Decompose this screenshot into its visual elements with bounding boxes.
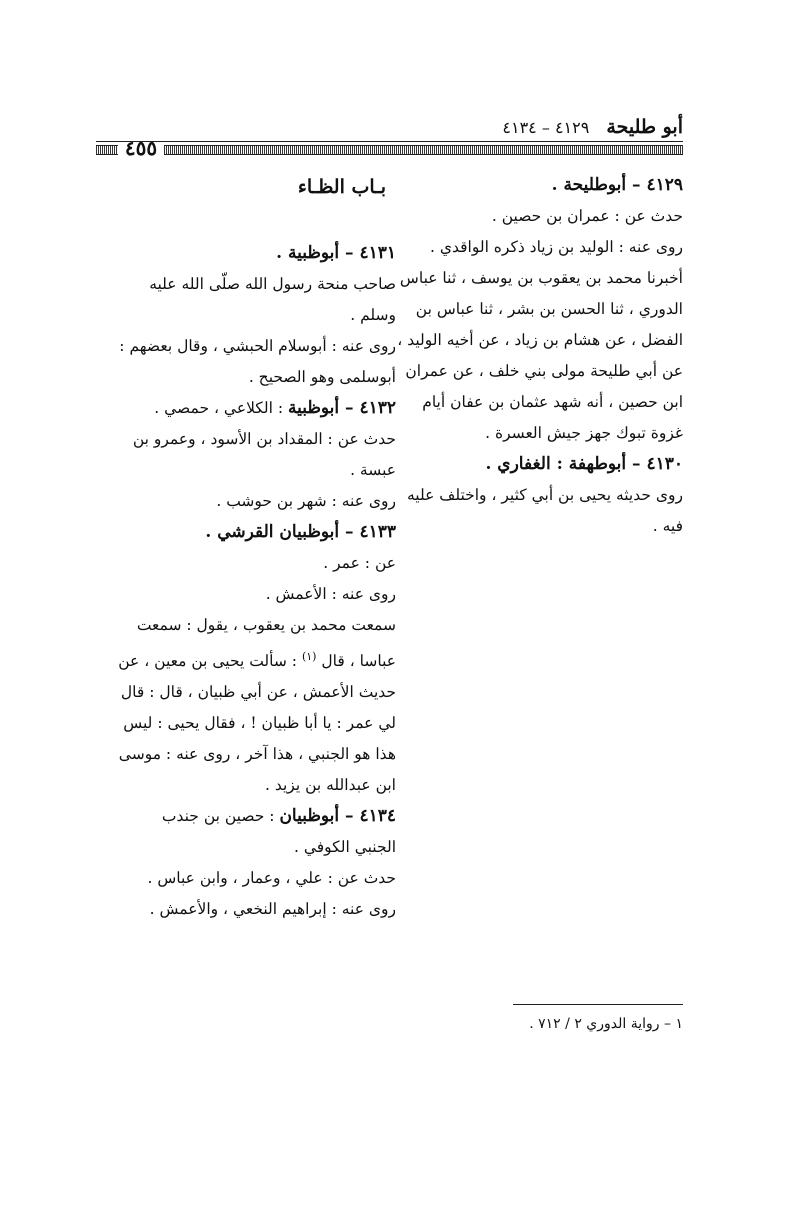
entry-4129-line: الدوري ، ثنا الحسن بن بشر ، ثنا عباس بن <box>415 300 683 318</box>
entry-4133-line: عن : عمر . <box>323 554 396 572</box>
entry-4131-line: أبوسلمى وهو الصحيح . <box>248 368 396 386</box>
section-spacer <box>106 204 396 238</box>
header-title: أبو طليحة <box>606 116 683 138</box>
header-rule <box>96 141 683 142</box>
entry-4130-line: فيه . <box>652 517 683 535</box>
entry-4133-line-with-footnote <box>106 641 396 677</box>
entry-4134-heading: ٤١٣٤ – أبوظبيان <box>279 806 396 827</box>
entry-4131-line: روى عنه : أبوسلام الحبشي ، وقال بعضهم : <box>119 337 396 355</box>
right-column <box>389 170 683 542</box>
entry-4129-line: غزوة تبوك جهز جيش العسرة . <box>485 424 683 442</box>
entry-4133-line: حديث الأعمش ، عن أبي ظبيان ، قال : قال <box>120 683 396 702</box>
entry-4130-heading: ٤١٣٠ – أبوطهفة : الغفاري . <box>485 454 683 474</box>
entry-4132-line: عبسة . <box>350 461 396 479</box>
entry-4133-line: لي عمر : يا أبا ظبيان ! ، فقال يحيى : ليس <box>123 714 396 733</box>
footnote-reference[interactable]: (١) <box>301 650 317 663</box>
entry-4130-line: روى حديثه يحيى بن أبي كثير ، واختلف عليه <box>407 486 683 504</box>
entry-4133-heading: ٤١٣٣ – أبوظبيان القرشي . <box>205 522 396 542</box>
entry-4129-line: ابن حصين ، أنه شهد عثمان بن عفان أيام <box>422 393 683 411</box>
entry-4129-line: الفضل ، عن هشام بن زياد ، عن أخيه الوليد ، <box>397 331 683 349</box>
entry-4132-heading-rest: : الكلاعي ، حمصي . <box>154 399 288 417</box>
entry-4133-line: ابن عبدالله بن يزيد . <box>264 776 396 795</box>
running-header <box>330 116 683 140</box>
entry-4131-line: وسلم . <box>350 306 396 324</box>
entry-4132-line: حدث عن : المقداد بن الأسود ، وعمرو بن <box>132 430 396 448</box>
section-title: بـاب الظـاء <box>297 176 386 198</box>
entry-4132-heading: ٤١٣٢ – أبوظبية <box>287 398 396 418</box>
left-column <box>106 170 396 925</box>
entry-4133-line: سمعت محمد بن يعقوب ، يقول : سمعت <box>136 616 396 634</box>
entry-4134-line: الجنبي الكوفي . <box>293 838 396 857</box>
entry-4133-line-after-ref: : سألت يحيى بن معين ، عن <box>118 652 302 671</box>
entry-4132-line: روى عنه : شهر بن حوشب . <box>216 492 396 510</box>
entry-4131-line: صاحب منحة رسول الله صلّى الله عليه <box>149 275 396 293</box>
footnote: ١ – رواية الدوري ٢ / ٧١٢ . <box>529 1016 683 1032</box>
entry-4129-heading: ٤١٢٩ – أبوطليحة . <box>551 175 683 195</box>
footnote-rule <box>513 1004 683 1005</box>
page-number: ٤٥٥ <box>124 136 158 160</box>
entry-4129-line: حدث عن : عمران بن حصين . <box>491 207 683 225</box>
entry-4133-line: هذا هو الجنبي ، هذا آخر ، روى عنه : موسى <box>118 745 396 764</box>
entry-4129-line: روى عنه : الوليد بن زياد ذكره الواقدي . <box>430 238 683 256</box>
entry-4134-heading-line <box>106 801 396 832</box>
entry-4129-line: عن أبي طليحة مولى بني خلف ، عن عمران <box>405 362 683 380</box>
entry-4133-line-before-ref: عباسا ، قال <box>316 652 396 671</box>
entry-4132-heading-line <box>106 393 396 424</box>
entry-4134-heading-rest: : حصين بن جندب <box>161 807 280 826</box>
header-hatch-rule <box>164 145 683 155</box>
entry-4131-heading: ٤١٣١ – أبوظبية . <box>276 243 396 263</box>
header-hatch-rule-left <box>96 145 118 155</box>
entry-4134-line: روى عنه : إبراهيم النخعي ، والأعمش . <box>149 900 396 919</box>
header-entry-range: ٤١٢٩ – ٤١٣٤ <box>502 118 590 137</box>
entry-4133-line: روى عنه : الأعمش . <box>265 585 396 603</box>
entry-4134-line: حدث عن : علي ، وعمار ، وابن عباس . <box>147 869 396 888</box>
entry-4129-line: أخبرنا محمد بن يعقوب بن يوسف ، ثنا عباس <box>399 269 683 287</box>
